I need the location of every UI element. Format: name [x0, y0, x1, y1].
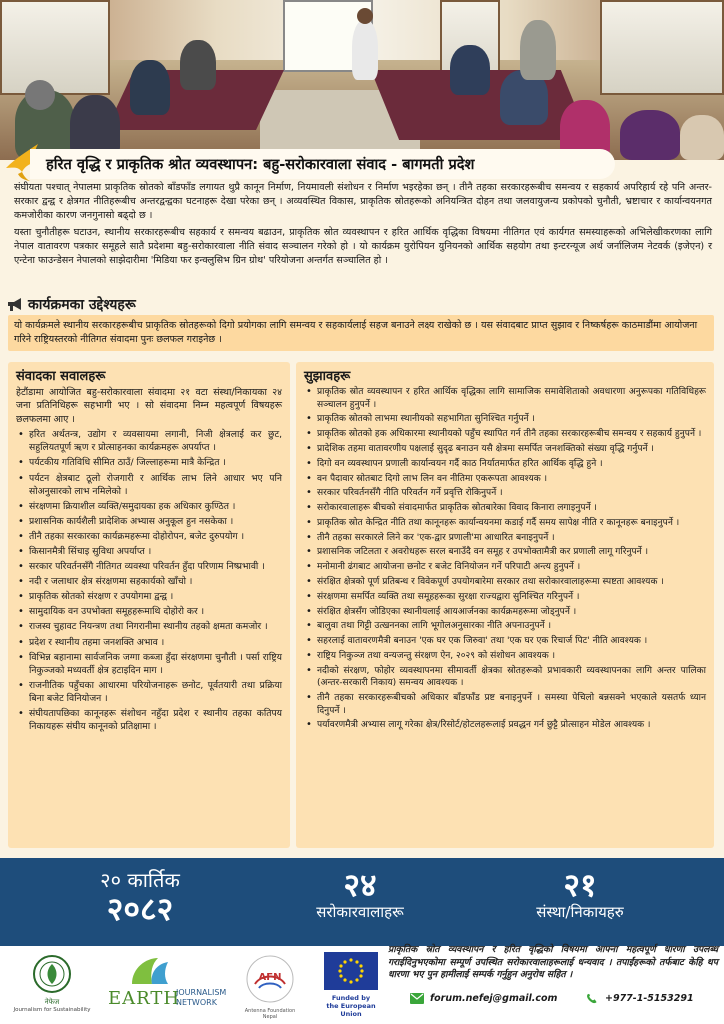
thanks-note: प्राकृतिक स्रोत व्यवस्थापन र हरित वृद्धिको विषयमा आफ्ना महत्वपूर्ण धारणा उपलब्ध गराईदिनुभएकोमा सम्पूर्ण उपस्थित सरोकारवालाहरूलाई धन्यवाद । तपाईंहरूको तर्फबाट केहि थप धारणा भए पुन हामीलाई सम्पर्क गर्नुहुन अनुरोध सहित । — [388, 944, 718, 980]
email-address[interactable]: forum.nefej@gmail.com — [430, 993, 558, 1004]
suggestions-panel — [296, 362, 714, 848]
stakeholders-stat — [280, 868, 440, 922]
ejn-word-network: NETWORK — [176, 998, 217, 1007]
suggestion-item: • वन पैदावार स्रोतबाट दिगो लाभ लिन वन नीतिमा एकरूपता आवश्यक । — [304, 473, 706, 486]
issue-item: • प्राकृतिक स्रोतको संरक्षण र उपयोगमा द्वन्द्व । — [16, 590, 282, 603]
suggestion-item: • बालुवा तथा गिट्टी उत्खननका लागि भूगोलअनुसारका नीति अपनाउनुपर्ने । — [304, 620, 706, 633]
suggestion-item: • सहरलाई वातावरणमैत्री बनाउन 'एक घर एक जिरुवा' तथा 'एक घर एक रिचार्ज पिट' नीति आवश्यक । — [304, 635, 706, 648]
organizations-count: २१ — [563, 866, 597, 904]
issue-item: • तीनै तहका सरकारका कार्यक्रमहरूमा दोहोरोपन, बजेट दुरुपयोग । — [16, 530, 282, 543]
page-title: हरित वृद्धि र प्राकृतिक श्रोत व्यवस्थापन: बहु-सरोकारवाला संवाद - बागमती प्रदेश — [46, 156, 475, 173]
suggestion-item: • मनोमानी ढंगबाट आयोजना छनोट र बजेट विनियोजन गर्ने परिपाटी अन्त्य हुनुपर्ने । — [304, 561, 706, 574]
megaphone-icon — [6, 295, 24, 313]
organizations-stat — [500, 868, 660, 922]
suggestion-item: • संरक्षित क्षेत्रसँग जोडिएका स्थानीयलाई आयआर्जनका कार्यक्रमहरूमा जोड्नुपर्ने । — [304, 606, 706, 619]
globe-icon — [128, 956, 172, 986]
suggestion-item: • संरक्षणमा समर्पित व्यक्ति तथा समूहहरूका सुरक्षा राज्यद्वारा सुनिश्चित गरिनुपर्ने । — [304, 591, 706, 604]
issues-panel — [8, 362, 290, 848]
suggestion-item: • नदीको संरक्षण, फोहोर व्यवस्थापनमा सीमावर्ती क्षेत्रका स्रोतहरूको प्रभावकारी व्यवस्थापनका लागि अन्तर पालिका (अन्तर-सरकारी निकाय) समन्वय आवश्यक । — [304, 665, 706, 690]
issues-heading: संवादका सवालहरू — [16, 369, 106, 384]
nefej-caption: Journalism for Sustainability — [13, 1007, 91, 1013]
eu-caption-2: the European Union — [326, 1002, 376, 1018]
issue-item: • संघीयतापछिका कानूनहरू संशोधन नहुँदा प्रदेश र स्थानीय तहका कतिपय निकायहरू संघीय कानूनको प्रतिक्षामा । — [16, 707, 282, 733]
issue-item: • विभिन्न बहानामा सार्वजनिक जग्गा कब्जा हुँदा संरक्षणमा चुनौती । पर्सा राष्ट्रिय निकुञ्जको मध्यवर्ती क्षेत्र हटाइदिन माग । — [16, 651, 282, 677]
issue-item: • प्रदेश र स्थानीय तहमा जनशक्ति अभाव । — [16, 636, 282, 649]
issue-item: • सामुदायिक वन उपभोक्ता समूहहरूमाथि दोहोरो कर । — [16, 605, 282, 618]
suggestion-item: • राष्ट्रिय निकुञ्ज तथा वन्यजन्तु संरक्षण ऐन, २०२९ को संशोधन आवश्यक । — [304, 650, 706, 663]
suggestion-item: • प्राकृतिक स्रोत केन्द्रित नीति तथा कानूनहरू कार्यान्वयनमा कडाई गर्दै समय सापेक्ष नीति र कानूनहरू बनाइनुपर्ने । — [304, 517, 706, 530]
issue-item: • प्रशासनिक कार्यशैली प्रादेशिक अभ्यास अनुकूल हुन नसकेका । — [16, 515, 282, 528]
intro-section — [14, 181, 712, 270]
stats-banner — [0, 858, 724, 946]
suggestions-list — [304, 386, 706, 732]
eu-logo — [318, 952, 384, 1020]
event-date — [60, 868, 220, 926]
phone-icon — [585, 993, 599, 1004]
eu-flag-icon — [324, 952, 378, 990]
issue-item: • हरित अर्थतन्त्र, उद्योग र व्यवसायमा लगानी, निजी क्षेत्रलाई कर छुट, सहुलियतपूर्ण ऋण र प्रोत्साहनका कार्यक्रमहरू अपर्याप्त । — [16, 428, 282, 454]
suggestion-item: • प्राकृतिक स्रोतको लाभमा स्थानीयको सहभागिता सुनिश्चित गर्नुपर्ने । — [304, 413, 706, 426]
suggestions-heading: सुझावहरू — [304, 369, 351, 384]
objectives-heading: कार्यक्रमका उद्देश्यहरू — [28, 296, 136, 313]
objectives-heading-row — [6, 293, 206, 315]
afn-caption: Antenna Foundation Nepal — [244, 1008, 296, 1020]
suggestion-item: • सरोकारवालाहरू बीचको संवादमार्फत प्राकृतिक स्रोतबारेका विवाद किनारा लगाइनुपर्ने । — [304, 502, 706, 515]
organizations-label: संस्था/निकायहरु — [536, 903, 624, 921]
suggestion-item: • प्राकृतिक स्रोत व्यवस्थापन र हरित आर्थिक वृद्धिका लागि सामाजिक समावेशिताको अवधारणा अनुरूपका गतिविधिहरू सञ्चालन हुनुपर्ने । — [304, 386, 706, 411]
issue-item: • राजनीतिक पहुँचका आधारमा परियोजनाहरू छनोट, पूर्वतयारी तथा प्रक्रिया बिना बजेट विनियोजन । — [16, 679, 282, 705]
suggestion-item: • प्रादेशिक तहमा वातावरणीय पक्षलाई सुदृढ बनाउन यसै क्षेत्रमा समर्पित जनशक्तिको संख्या वृद्धि गर्नुपर्ने । — [304, 443, 706, 456]
issue-item: • पर्यटकीय गतिविधि सीमित ठाउँ/ जिल्लाहरूमा मात्रै केन्द्रित । — [16, 456, 282, 469]
suggestion-item: • पर्यावरणमैत्री अभ्यास लागू गरेका क्षेत्र/रिसोर्ट/होटलहरूलाई प्रवद्धन गर्न छुट्टै प्रोत्साहन मोडेल आवश्यक । — [304, 719, 706, 732]
title-banner — [30, 149, 615, 179]
contact-email[interactable] — [410, 993, 557, 1004]
issue-item: • संरक्षणमा क्रियाशील व्यक्ति/समुदायका हक अधिकार कुण्ठित । — [16, 500, 282, 513]
issue-item: • किसानमैत्री सिंचाइ सुविधा अपर्याप्त । — [16, 545, 282, 558]
header-photo — [0, 0, 724, 160]
event-date-day: २० कार्तिक — [100, 868, 180, 892]
suggestion-item: • संरक्षित क्षेत्रको पूर्ण प्रतिबन्ध र विवेकपूर्ण उपयोगबारेमा सरकार तथा सरोकारवालाहरूमा स्पष्टता आवश्यक । — [304, 576, 706, 589]
nefej-name: नेफेज — [44, 998, 60, 1006]
stakeholders-label: सरोकारवालाहरू — [316, 903, 404, 921]
contact-phone[interactable] — [585, 993, 694, 1004]
suggestion-item: • प्रशासनिक जटिलता र अवरोधहरू सरल बनाउँदै वन समूह र उपभोक्तामैत्री कर प्रणाली लागू गरिनुपर्ने । — [304, 546, 706, 559]
eu-caption-1: Funded by — [331, 994, 371, 1002]
objectives-text: यो कार्यक्रमले स्थानीय सरकारहरूबीच प्राकृतिक स्रोतहरूको दिगो प्रयोगका लागि समन्वय र सहकार्यलाई सहज बनाउने लक्ष्य राखेको छ । यस संवादबाट प्राप्त सुझाव र निष्कर्षहरू काठमाडौंमा आयोजना गरिने राष्ट्रियस्तरको नीतिगत संवादमा पुनः छलफल गराइनेछ । — [8, 315, 714, 351]
nefej-seal-icon — [32, 954, 72, 994]
stakeholders-count: २४ — [343, 866, 377, 904]
suggestion-item: • तीनै तहका सरकारले लिने कर 'एक-द्वार प्रणाली'मा आधारित बनाइनुपर्ने । — [304, 532, 706, 545]
nefej-logo — [12, 954, 92, 1020]
ejn-word-journalism: JOURNALISM — [176, 988, 227, 997]
suggestion-item: • तीनै तहका सरकारहरूबीचको अधिकार बाँडफाँड प्रष्ट बनाइनुपर्ने । समस्या पेचिलो बन्नसक्ने भएकाले यसतर्फ ध्यान दिनुपर्ने । — [304, 692, 706, 717]
event-date-year: २०८२ — [106, 890, 174, 928]
phone-number[interactable]: +977-1-5153291 — [605, 993, 694, 1004]
issues-list — [16, 428, 282, 733]
intro-paragraph: संघीयता पश्चात् नेपालमा प्राकृतिक स्रोतको बाँडफाँड लगायत थुप्रै कानून निर्माण, नियमावली संशोधन र निर्माण भइरहेका छन् । तीनै तहका सरकारहरूबीच समन्वय र सहकार्य अपरिहार्य रहे पनि अन्तर-सरकार द्वन्द्व र क्षेत्रगत नीतिहरूबीच अन्तरद्वन्द्वका घटनाहरू देखा परेका छन् । अव्यवस्थित विकास, प्राकृतिक स्रोतहरूको अनियन्त्रित दोहन तथा जलवायुजन्य प्रकोपको चुनौती, भ्रष्टाचार र कार्यान्वयनगत कमजोरीका कारण जनगुनासो बढ्दो छ । — [14, 182, 712, 222]
issue-item: • राजस्व चुहावट नियन्त्रण तथा निगरानीमा स्थानीय तहको क्षमता कमजोर । — [16, 620, 282, 633]
issue-item: • पर्यटन क्षेत्रबाट ठूलो रोजगारी र आर्थिक लाभ लिने आधार भए पनि सोअनुसारको लाभ नमिलेको । — [16, 472, 282, 498]
ejn-logo — [108, 956, 228, 1018]
afn-logo — [240, 954, 300, 1020]
issue-item: • नदी र जलाधार क्षेत्र संरक्षणमा सहकार्यको खाँचो । — [16, 575, 282, 588]
afn-name: AFN — [258, 972, 282, 983]
issue-item: • सरकार परिवर्तनसँगै नीतिगत व्यवस्था परिवर्तन हुँदा परिणाम निष्प्रभावी । — [16, 560, 282, 573]
suggestion-item: • दिगो वन व्यवस्थापन प्रणाली कार्यान्वयन गर्दै काठ निर्यातमार्फत हरित आर्थिक वृद्धि हुने । — [304, 458, 706, 471]
email-icon — [410, 993, 424, 1004]
issues-lead: हेटौंडामा आयोजित बहु-सरोकारवाला संवादमा २१ वटा संस्था/निकायका २४ जना प्रतिनिधिहरू सहभागी भए । सो संवादमा निम्न महत्वपूर्ण विषयहरू छलफलमा आए । — [16, 387, 282, 425]
ejn-word-earth: EARTH — [108, 988, 181, 1009]
suggestion-item: • प्राकृतिक स्रोतको हक अधिकारमा स्थानीयको पहुँच स्थापित गर्न तीनै तहका सरकारहरूबीच समन्वय र सहकार्य हुनुपर्ने । — [304, 428, 706, 441]
suggestion-item: • सरकार परिवर्तनसँगै नीति परिवर्तन गर्ने प्रवृत्ति रोकिनुपर्ने । — [304, 487, 706, 500]
intro-paragraph: यस्ता चुनौतीहरू घटाउन, स्थानीय सरकारहरूबीच सहकार्य र समन्वय बढाउन, प्राकृतिक स्रोत व्यवस्थापन र हरित आर्थिक वृद्धिका विषयमा नीतिगत एवं कार्यगत समस्याहरूको अभिलेखीकरणका लागि नेपाल वातावरण पत्रकार समूहले सातै प्रदेशमा बहु-सरोकारवाला नीति संवाद सञ्चालन गरेको हो । यो कार्यक्रम युरोपियन युनियनको आर्थिक सहयोग तथा इन्टरन्यूज अर्थ जर्नालिजम नेटवर्क (इजेएन) र एन्टेना फाउन्डेसन नेपालको साझेदारीमा 'मिडिया फर इन्क्लुसिभ ग्रिन ग्रोथ' परियोजना अन्तर्गत सञ्चालित हो । — [14, 226, 712, 267]
